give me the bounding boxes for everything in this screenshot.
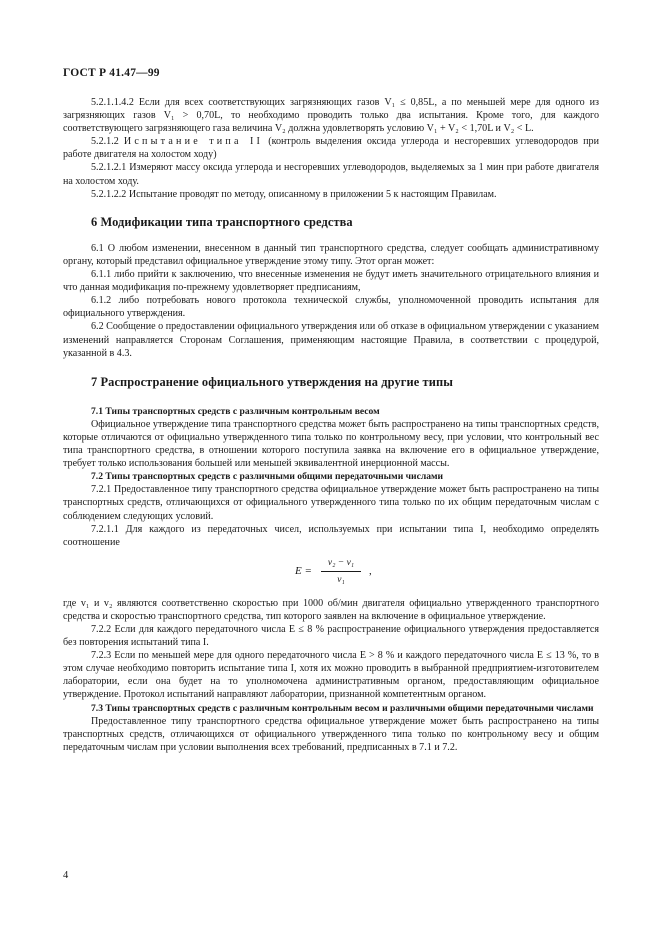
formula-lhs: E = [295, 564, 312, 577]
standard-code-header: ГОСТ Р 41.47—99 [63, 67, 160, 79]
subsection-7-2-title: 7.2 Типы транспортных средств с различными общими передаточными числами [91, 471, 444, 483]
paragraph-6-1-2: 6.1.2 либо потребовать нового протокола технической службы, уполномоченной проводить испытания для официального утверждения. [63, 295, 599, 320]
paragraph-6-1-1: 6.1.1 либо прийти к заключению, что внесенные изменения не будут иметь значительного отрицательного влияния и что данная модификация по-прежнему удовлетворяет предписаниям, [63, 269, 599, 294]
fraction-bar [321, 571, 361, 572]
paragraph-7-1: Официальное утверждение типа транспортного средства может быть распространено на типы транспортных средств, которые отличаются от официально утвержденного типа только по контрольному весу, при условии, что контрольный вес типа транспортного средства, в отношении которого поступила заявка на включение его в официальное утверждение, требует только использования большей или меньшей эквивалентной инерционной массы. [63, 418, 599, 470]
paragraph-5-2-1-2-1: 5.2.1.2.1 Измеряют массу оксида углерода и несгоревших углеводородов, выделяемых за 1 мин при работе двигателя на холостом ходу. [63, 162, 599, 187]
paragraph-7-3: Предоставленное типу транспортного средства официальное утверждение может быть распространено на типы транспортных средств, отличающихся от официального утвержденного типа только по контрольному весу и общим передаточным числам при условии выполнения всех требований, предписанных в 7.1 и 7.2. [63, 715, 599, 753]
paragraph-5-2-1-2 [63, 135, 599, 161]
subsection-7-3-title: 7.3 Типы транспортных средств с различным контрольным весом и различными общими передаточными числами [91, 702, 594, 714]
formula-comma: , [369, 564, 372, 577]
paragraph-6-2: 6.2 Сообщение о предоставлении официального утверждения или об отказе в официальном утверждении с указанием изменений направляется Сторонам Соглашения, применяющим настоящие Правила, в соответствии с процедурой, указанной в 4.3. [63, 321, 599, 359]
paragraph-number: 5.2.1.2 [91, 136, 119, 148]
subsection-7-1-title: 7.1 Типы транспортных средств с различным контрольным весом [91, 405, 380, 417]
paragraph-formula-where: где v₁ и v₂ являются соответственно скоростью при 1000 об/мин двигателя официально утвержденного транспортного средства и скоростью транспортного средства, тип которого заявлен на включение в официальное утверждение. [63, 597, 599, 622]
paragraph-7-2-3: 7.2.3 Если по меньшей мере для одного передаточного числа E > 8 % и каждого передаточного числа E ≤ 13 %, то в этом случае необходимо повторить испытание типа I, хотя их можно проводить в выбранной предприятием-изготовителем лаборатории, если она будет на то уполномочена административным органом, предоставляющим официальное утверждение. Протокол испытаний направляют лаборатории, признанной компетентным органом. [63, 650, 599, 701]
paragraph-7-2-1: 7.2.1 Предоставленное типу транспортного средства официальное утверждение может быть распространено на типы транспортных средств, отличающихся от официального утвержденного типа только по их общим передаточным числам с соблюдением следующих условий. [63, 484, 599, 522]
paragraph-5-2-1-2-2: 5.2.1.2.2 Испытание проводят по методу, описанному в приложении 5 к настоящим Правилам. [91, 188, 497, 200]
paragraph-7-2-1-1: 7.2.1.1 Для каждого из передаточных чисел, используемых при испытании типа I, необходимо определять соотношение [63, 523, 599, 548]
ratio-formula [63, 557, 599, 591]
page-number: 4 [63, 870, 69, 881]
formula-denominator: v₁ [337, 574, 345, 585]
paragraph-7-2-2: 7.2.2 Если для каждого передаточного числа E ≤ 8 % распространение официального утверждения предоставляется без повторения испытаний типа I. [63, 624, 599, 649]
section-7-title: 7 Распространение официального утверждения на другие типы [91, 374, 453, 389]
paragraph-text: (контроль выделения оксида углерода и несгоревших углеводородов при работе двигателя на холостом ходу) [63, 136, 599, 161]
document-body [63, 96, 599, 754]
paragraph-6-1: 6.1 О любом изменении, внесенном в данный тип транспортного средства, следует сообщать административному органу, который представил официальное утверждение этому типу. Этот орган может: [63, 242, 599, 267]
formula-numerator: v₂ − v₁ [327, 557, 355, 568]
section-6-title: 6 Модификации типа транспортного средства [91, 214, 353, 229]
spaced-heading: Испытание типа II [123, 136, 264, 148]
paragraph-5-2-1-1-4-2: 5.2.1.1.4.2 Если для всех соответствующих загрязняющих газов V₁ ≤ 0,85L, а по меньшей мере для одного из загрязняющих газов V₁ > 0,70L, то необходимо проводить только два испытания. Кроме того, для каждого соответствующего загрязняющего газа величина V₂ должна удовлетворять условию V₁ + V₂ < 1,70L и V₂ < L. [63, 97, 599, 135]
